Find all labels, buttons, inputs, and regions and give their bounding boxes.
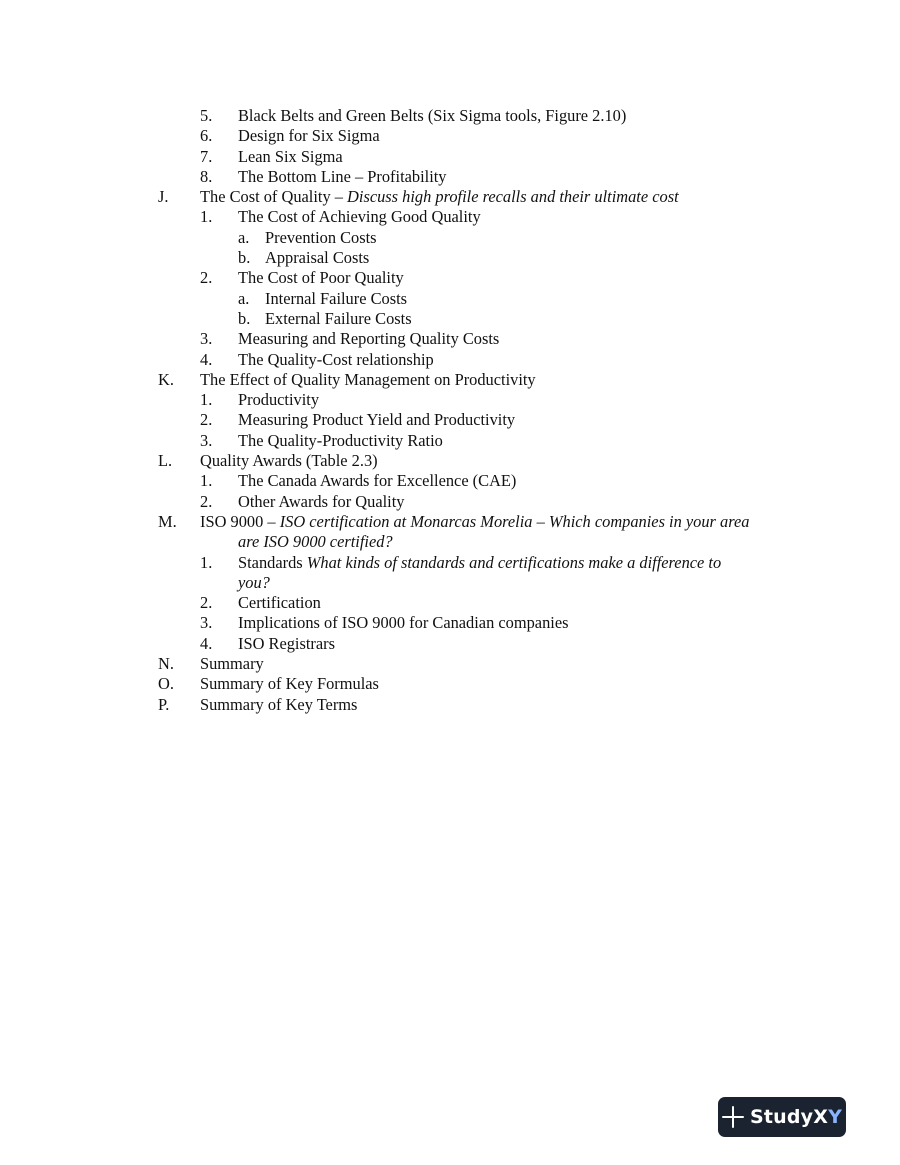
outline-text-plain: The Effect of Quality Management on Productivity [200,369,536,389]
outline-item [0,106,900,126]
outline-item [0,613,900,633]
outline-marker: b. [238,248,251,268]
outline-list [0,106,900,715]
outline-text-plain: Lean Six Sigma [238,146,343,166]
outline-item [0,207,900,227]
outline-marker: M. [158,511,177,531]
outline-marker: 4. [200,349,213,369]
outline-item [0,268,900,288]
outline-continuation-line [0,532,900,552]
outline-text [238,492,404,512]
outline-item [0,126,900,146]
outline-text [238,147,343,167]
outline-marker: 4. [200,633,213,653]
outline-marker: P. [158,694,170,714]
outline-item [0,512,900,532]
outline-text-plain: Design for Six Sigma [238,126,380,146]
outline-marker: 8. [200,166,213,186]
outline-item [0,390,900,410]
outline-marker: 5. [200,106,213,125]
outline-marker: 2. [200,268,213,288]
outline-marker: 2. [200,410,213,430]
outline-text [200,451,378,471]
outline-marker: a. [238,288,250,308]
outline-marker: b. [238,308,251,328]
outline-text [238,471,516,491]
outline-marker: L. [158,451,173,471]
outline-marker: N. [158,654,174,674]
outline-text [238,573,270,593]
outline-item [0,370,900,390]
outline-item [0,350,900,370]
outline-text [265,228,377,248]
outline-text-plain: Summary of Key Formulas [200,674,379,694]
outline-item [0,695,900,715]
outline-item [0,431,900,451]
outline-text [238,553,721,573]
outline-marker: 2. [200,593,213,613]
outline-text-plain: Productivity [238,390,320,410]
outline-text [238,268,404,288]
outline-item [0,329,900,349]
plus-icon [722,1106,744,1128]
outline-text-plain: Summary of Key Terms [200,694,358,714]
outline-continuation-line [0,573,900,593]
outline-text [238,329,499,349]
outline-text-plain: The Quality-Cost relationship [238,349,434,369]
outline-marker: O. [158,674,174,694]
outline-marker: 1. [200,390,213,410]
outline-marker: K. [158,369,174,389]
outline-marker: 3. [200,430,213,450]
outline-text [238,106,626,126]
outline-text [200,512,749,532]
outline-marker: 1. [200,207,213,227]
outline-text-plain: Measuring and Reporting Quality Costs [238,329,500,349]
outline-item [0,674,900,694]
outline-text-plain: The Cost of Poor Quality [238,268,404,288]
outline-text-plain: Prevention Costs [265,227,377,247]
outline-text [200,370,536,390]
outline-marker: 1. [200,552,213,572]
outline-item [0,309,900,329]
outline-marker: a. [238,227,250,247]
outline-text-plain: Appraisal Costs [265,248,370,268]
outline-text-plain: The Cost of Achieving Good Quality [238,207,481,227]
outline-text-italic: Discuss high profile recalls and their ultimate cost [347,187,679,207]
outline-text [200,695,357,715]
outline-text [200,187,679,207]
outline-item [0,187,900,207]
outline-text-plain: The Quality-Productivity Ratio [238,430,443,450]
studyxy-watermark [718,1097,846,1137]
outline-text [238,350,434,370]
outline-item [0,228,900,248]
outline-marker: 2. [200,491,213,511]
outline-marker: 3. [200,329,213,349]
outline-text [265,289,407,309]
watermark-brand: StudyXY [749,1106,843,1128]
outline-item [0,289,900,309]
outline-text-italic: What kinds of standards and certifications make a difference to [306,552,722,572]
outline-text-italic: you? [238,572,270,592]
outline-text [238,126,380,146]
outline-item [0,410,900,430]
outline-text-italic: ISO certification at Monarcas Morelia – Which companies in your area [279,511,750,531]
outline-text-plain: Other Awards for Quality [238,491,405,511]
outline-text [265,309,412,329]
outline-text-plain: The Canada Awards for Excellence (CAE) [238,471,517,491]
outline-text [265,248,369,268]
outline-item [0,167,900,187]
outline-text-plain: ISO Registrars [238,633,335,653]
outline-text-plain: Standards [238,552,307,572]
outline-item [0,471,900,491]
outline-text [238,410,515,430]
outline-item [0,451,900,471]
outline-marker: 1. [200,471,213,491]
outline-text-plain: Implications of ISO 9000 for Canadian companies [238,613,569,633]
outline-text [238,634,335,654]
outline-text-italic: are ISO 9000 certified? [238,532,393,552]
outline-text-plain: Measuring Product Yield and Productivity [238,410,516,430]
outline-item [0,248,900,268]
outline-text-plain: ISO 9000 – [200,511,280,531]
outline-item [0,492,900,512]
outline-text [238,390,319,410]
outline-text [238,431,443,451]
outline-text-plain: The Bottom Line – Profitability [238,166,447,186]
outline-item [0,553,900,573]
outline-item [0,147,900,167]
outline-text-plain: Black Belts and Green Belts (Six Sigma tools, Figure 2.10) [238,106,627,125]
outline-marker: 7. [200,146,213,166]
outline-item [0,654,900,674]
outline-text [238,532,393,552]
outline-text [200,654,264,674]
outline-text-plain: Quality Awards (Table 2.3) [200,451,378,471]
outline-text-plain: Certification [238,593,321,613]
outline-item [0,634,900,654]
outline-marker: 6. [200,126,213,146]
outline-text [238,593,321,613]
outline-text [238,207,481,227]
outline-text-plain: Internal Failure Costs [265,288,408,308]
outline-marker: J. [158,187,169,207]
outline-text [238,167,447,187]
outline-text-plain: Summary [200,654,264,674]
outline-text [238,613,568,633]
outline-text-plain: External Failure Costs [265,308,412,328]
outline-text-plain: The Cost of Quality – [200,187,348,207]
outline-text [200,674,379,694]
outline-marker: 3. [200,613,213,633]
outline-item [0,593,900,613]
